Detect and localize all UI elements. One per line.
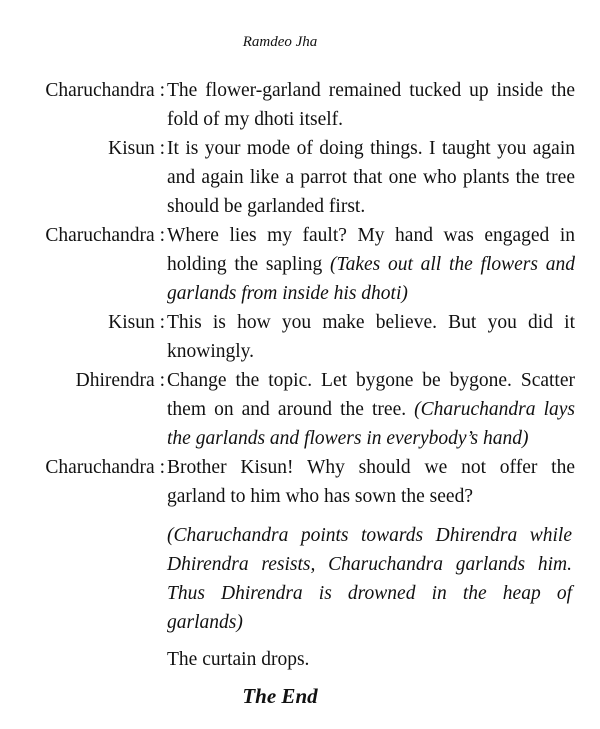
stage-direction: (Charuchandra points towards Dhirendra while Dhirendra resists, Charuchandra garlands him. Thus Dhirendra is drowned in the heap of garlands)	[167, 525, 572, 633]
speech-text	[165, 76, 575, 134]
speaker-name: Charuchandra :	[45, 457, 165, 478]
dialogue-entry	[0, 221, 600, 308]
speaker-name: Kisun :	[108, 138, 165, 159]
dialogue-entry	[0, 134, 600, 221]
speech-text	[165, 308, 575, 366]
dialogue-entry	[0, 453, 600, 511]
speech-text	[165, 453, 575, 511]
inline-stage-direction: (Charuchandra lays the garlands and flowers in everybody’s hand)	[167, 399, 575, 449]
speech-text	[165, 366, 575, 453]
speech-line: The flower-garland remained tucked up inside the fold of my dhoti itself.	[167, 80, 575, 130]
the-end-heading: The End	[242, 684, 318, 708]
speaker-name: Charuchandra :	[45, 225, 165, 246]
dialogue-entry	[0, 308, 600, 366]
dialogue-block	[0, 76, 600, 674]
dialogue-entry	[0, 76, 600, 134]
speech-text	[165, 134, 575, 221]
dialogue-entry	[0, 366, 600, 453]
speech-line: This is how you make believe. But you did it knowingly.	[167, 312, 575, 362]
speaker-name: Kisun :	[108, 312, 165, 333]
speech-line: It is your mode of doing things. I taught you again and again like a parrot that one who plants the tree should be garlanded first.	[167, 138, 575, 217]
speech-text	[165, 221, 575, 308]
speech-line: Where lies my fault? My hand was engaged in holding the sapling	[167, 225, 575, 275]
curtain-line: The curtain drops.	[167, 649, 310, 670]
speaker-name: Charuchandra :	[45, 80, 165, 101]
inline-stage-direction: (Takes out all the flowers and garlands from inside his dhoti)	[167, 254, 575, 304]
speech-line: Brother Kisun! Why should we not offer the garland to him who has sown the seed?	[167, 457, 575, 507]
speaker-name: Dhirendra :	[75, 370, 165, 391]
running-header-author: Ramdeo Jha	[242, 34, 318, 50]
speech-line: Change the topic. Let bygone be bygone. Scatter them on and around the tree.	[167, 370, 575, 420]
